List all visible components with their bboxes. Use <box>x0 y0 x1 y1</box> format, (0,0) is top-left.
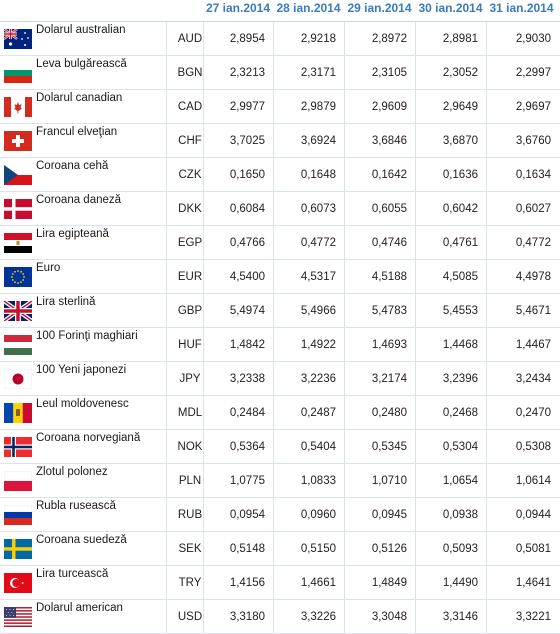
column-divider <box>415 600 416 633</box>
rate-value: 0,6027 <box>515 203 551 215</box>
rate-value: 0,1650 <box>229 169 265 181</box>
column-divider <box>273 498 274 531</box>
column-divider <box>415 566 416 599</box>
currency-code: DKK <box>178 203 202 215</box>
column-divider <box>273 124 274 157</box>
rate-value: 1,4661 <box>300 577 336 589</box>
rate-value: 0,2480 <box>371 407 407 419</box>
column-divider <box>273 328 274 361</box>
rate-value: 1,0654 <box>442 475 478 487</box>
currency-code: NOK <box>177 441 203 453</box>
currency-code: EUR <box>177 271 203 283</box>
currency-name: Euro <box>36 262 61 274</box>
rate-value: 0,5126 <box>371 543 407 555</box>
rate-value: 0,4772 <box>515 237 551 249</box>
column-divider <box>344 294 345 327</box>
rate-value: 3,6924 <box>300 135 336 147</box>
currency-name: Dolarul australian <box>36 24 126 36</box>
currency-code: HUF <box>178 339 202 351</box>
date-header[interactable]: 31 ian.2014 <box>489 1 554 15</box>
currency-name: Dolarul american <box>36 602 123 614</box>
rate-value: 4,5400 <box>229 271 265 283</box>
table-row <box>0 260 560 294</box>
currency-name: Lira sterlină <box>36 296 96 308</box>
rate-value: 3,2338 <box>229 373 265 385</box>
table-row <box>0 396 560 430</box>
table-row <box>0 226 560 260</box>
column-divider <box>273 294 274 327</box>
rate-value: 5,4966 <box>300 305 336 317</box>
rate-value: 2,3171 <box>300 67 336 79</box>
rate-value: 2,8954 <box>229 33 265 45</box>
rate-value: 0,5148 <box>229 543 265 555</box>
currency-code: GBP <box>177 305 203 317</box>
rate-value: 0,4766 <box>229 237 265 249</box>
table-row <box>0 362 560 396</box>
column-divider <box>166 600 167 633</box>
currency-name: Leul moldovenesc <box>36 398 129 410</box>
currency-name: Dolarul canadian <box>36 92 123 104</box>
rate-value: 1,4468 <box>442 339 478 351</box>
column-divider <box>486 192 487 225</box>
poland-flag <box>4 471 32 491</box>
column-divider <box>166 430 167 463</box>
currency-code: EGP <box>177 237 203 249</box>
column-divider <box>273 532 274 565</box>
table-row <box>0 600 560 634</box>
australia-flag <box>4 29 32 49</box>
column-divider <box>486 22 487 55</box>
rate-value: 2,3052 <box>442 67 478 79</box>
rate-value: 0,5308 <box>515 441 551 453</box>
rate-value: 2,8972 <box>371 33 407 45</box>
column-divider <box>344 430 345 463</box>
column-divider <box>415 56 416 89</box>
currency-name: Zlotul polonez <box>36 466 108 478</box>
column-divider <box>486 90 487 123</box>
currency-code: MDL <box>177 407 203 419</box>
column-divider <box>415 226 416 259</box>
currency-code: TRY <box>178 577 202 589</box>
rate-value: 0,4761 <box>442 237 478 249</box>
rate-value: 4,5085 <box>442 271 478 283</box>
table-row <box>0 56 560 90</box>
column-divider <box>273 56 274 89</box>
column-divider <box>415 158 416 191</box>
rate-value: 2,2997 <box>515 67 551 79</box>
rate-value: 0,5304 <box>442 441 478 453</box>
column-divider <box>415 294 416 327</box>
table-row <box>0 498 560 532</box>
table-row <box>0 566 560 600</box>
column-divider <box>486 124 487 157</box>
currency-name: Coroana norvegiană <box>36 432 141 444</box>
column-divider <box>166 124 167 157</box>
currency-code: RUB <box>177 509 203 521</box>
column-divider <box>273 22 274 55</box>
column-divider <box>486 566 487 599</box>
table-row <box>0 124 560 158</box>
currency-name: Coroana suedeză <box>36 534 127 546</box>
column-divider <box>273 566 274 599</box>
rate-value: 2,9030 <box>515 33 551 45</box>
column-divider <box>166 328 167 361</box>
rate-value: 2,9697 <box>515 101 551 113</box>
table-header <box>0 0 560 22</box>
rate-value: 2,3213 <box>229 67 265 79</box>
rate-value: 2,3105 <box>371 67 407 79</box>
rate-value: 3,2434 <box>515 373 551 385</box>
column-divider <box>344 600 345 633</box>
column-divider <box>486 532 487 565</box>
column-divider <box>415 362 416 395</box>
currency-name: 100 Forinţi maghiari <box>36 330 138 342</box>
column-divider <box>166 56 167 89</box>
table-row <box>0 430 560 464</box>
column-divider <box>415 498 416 531</box>
rate-value: 3,6870 <box>442 135 478 147</box>
column-divider <box>486 362 487 395</box>
column-divider <box>344 498 345 531</box>
column-divider <box>273 90 274 123</box>
currency-name: 100 Yeni japonezi <box>36 364 127 376</box>
rate-value: 1,4467 <box>515 339 551 351</box>
eu-flag <box>4 267 32 287</box>
column-divider <box>415 192 416 225</box>
rate-value: 5,4783 <box>371 305 407 317</box>
table-row <box>0 328 560 362</box>
currency-code: AUD <box>177 33 203 45</box>
rate-value: 2,9218 <box>300 33 336 45</box>
rate-value: 1,4922 <box>300 339 336 351</box>
rate-value: 1,4490 <box>442 577 478 589</box>
rate-value: 0,2484 <box>229 407 265 419</box>
rate-value: 3,2174 <box>371 373 407 385</box>
rate-value: 0,2468 <box>442 407 478 419</box>
table-row <box>0 532 560 566</box>
column-divider <box>486 464 487 497</box>
date-header[interactable]: 27 ian.2014 <box>205 1 271 15</box>
rate-value: 3,3180 <box>229 611 265 623</box>
rate-value: 2,9649 <box>442 101 478 113</box>
column-divider <box>273 226 274 259</box>
column-divider <box>344 192 345 225</box>
table-row <box>0 158 560 192</box>
date-header[interactable]: 29 ian.2014 <box>347 1 412 15</box>
moldova-flag <box>4 403 32 423</box>
column-divider <box>344 566 345 599</box>
column-divider <box>344 396 345 429</box>
column-divider <box>166 396 167 429</box>
column-divider <box>344 260 345 293</box>
japan-flag <box>4 369 32 389</box>
currency-name: Francul elveţian <box>36 126 118 138</box>
rate-value: 0,5364 <box>229 441 265 453</box>
column-divider <box>166 226 167 259</box>
currency-name: Coroana daneză <box>36 194 122 206</box>
column-divider <box>344 158 345 191</box>
currency-code: JPY <box>179 373 201 385</box>
column-divider <box>415 328 416 361</box>
rate-value: 0,0944 <box>515 509 551 521</box>
table-row <box>0 90 560 124</box>
column-divider <box>344 124 345 157</box>
rate-value: 0,6042 <box>442 203 478 215</box>
uk-flag <box>4 301 32 321</box>
column-divider <box>415 90 416 123</box>
rate-value: 1,4641 <box>515 577 551 589</box>
column-divider <box>486 328 487 361</box>
rate-value: 0,5081 <box>515 543 551 555</box>
denmark-flag <box>4 199 32 219</box>
column-divider <box>166 362 167 395</box>
column-divider <box>166 464 167 497</box>
czech-flag <box>4 165 32 185</box>
currency-name: Lira turcească <box>36 568 109 580</box>
rate-value: 3,3146 <box>442 611 478 623</box>
rate-value: 3,3226 <box>300 611 336 623</box>
rate-value: 3,6760 <box>515 135 551 147</box>
column-divider <box>415 396 416 429</box>
column-divider <box>344 328 345 361</box>
currency-code: USD <box>177 611 203 623</box>
column-divider <box>273 362 274 395</box>
rate-value: 0,6084 <box>229 203 265 215</box>
rate-value: 2,9977 <box>229 101 265 113</box>
rate-value: 0,4746 <box>371 237 407 249</box>
rate-value: 3,7025 <box>229 135 265 147</box>
turkey-flag <box>4 573 32 593</box>
switzerland-flag <box>4 131 32 151</box>
column-divider <box>486 498 487 531</box>
column-divider <box>486 294 487 327</box>
column-divider <box>166 192 167 225</box>
column-divider <box>415 464 416 497</box>
rate-value: 0,6073 <box>300 203 336 215</box>
table-row <box>0 22 560 56</box>
column-divider <box>486 260 487 293</box>
rate-value: 1,0710 <box>371 475 407 487</box>
rate-value: 0,1648 <box>300 169 336 181</box>
column-divider <box>273 260 274 293</box>
russia-flag <box>4 505 32 525</box>
sweden-flag <box>4 539 32 559</box>
rate-value: 0,6055 <box>371 203 407 215</box>
table-row <box>0 464 560 498</box>
column-divider <box>166 532 167 565</box>
hungary-flag <box>4 335 32 355</box>
column-divider <box>415 532 416 565</box>
column-divider <box>486 396 487 429</box>
rate-value: 3,6846 <box>371 135 407 147</box>
column-divider <box>273 192 274 225</box>
column-divider <box>166 22 167 55</box>
rate-value: 1,0614 <box>515 475 551 487</box>
rate-value: 0,0938 <box>442 509 478 521</box>
table-row <box>0 294 560 328</box>
rate-value: 1,4693 <box>371 339 407 351</box>
rate-value: 2,9879 <box>300 101 336 113</box>
rate-value: 5,4553 <box>442 305 478 317</box>
usa-flag <box>4 607 32 627</box>
column-divider <box>273 158 274 191</box>
rate-value: 0,1642 <box>371 169 407 181</box>
column-divider <box>415 260 416 293</box>
currency-code: SEK <box>178 543 202 555</box>
column-divider <box>166 566 167 599</box>
canada-flag <box>4 97 32 117</box>
rate-value: 5,4671 <box>515 305 551 317</box>
currency-name: Coroana cehă <box>36 160 109 172</box>
column-divider <box>273 600 274 633</box>
rate-value: 5,4974 <box>229 305 265 317</box>
column-divider <box>486 600 487 633</box>
column-divider <box>166 294 167 327</box>
rate-value: 0,2470 <box>515 407 551 419</box>
rate-value: 4,5317 <box>300 271 336 283</box>
column-divider <box>344 532 345 565</box>
rate-value: 3,2396 <box>442 373 478 385</box>
rate-value: 0,1634 <box>515 169 551 181</box>
column-divider <box>486 56 487 89</box>
column-divider <box>273 396 274 429</box>
rate-value: 0,5150 <box>300 543 336 555</box>
rate-value: 1,4842 <box>229 339 265 351</box>
rate-value: 0,5345 <box>371 441 407 453</box>
date-header[interactable]: 28 ian.2014 <box>276 1 341 15</box>
norway-flag <box>4 437 32 457</box>
rate-value: 4,5188 <box>371 271 407 283</box>
rate-value: 0,1636 <box>442 169 478 181</box>
egypt-flag <box>4 233 32 253</box>
currency-name: Lira egipteană <box>36 228 109 240</box>
column-divider <box>166 90 167 123</box>
column-divider <box>486 430 487 463</box>
column-divider <box>344 90 345 123</box>
column-divider <box>415 124 416 157</box>
currency-name: Rubla rusească <box>36 500 116 512</box>
column-divider <box>486 226 487 259</box>
rate-value: 1,0833 <box>300 475 336 487</box>
column-divider <box>166 498 167 531</box>
column-divider <box>344 56 345 89</box>
rate-value: 4,4978 <box>515 271 551 283</box>
rate-value: 1,4156 <box>229 577 265 589</box>
column-divider <box>415 430 416 463</box>
rate-value: 2,8981 <box>442 33 478 45</box>
rate-value: 2,9609 <box>371 101 407 113</box>
rate-value: 0,0960 <box>300 509 336 521</box>
currency-code: CAD <box>177 101 203 113</box>
rate-value: 0,0954 <box>229 509 265 521</box>
rate-value: 1,4849 <box>371 577 407 589</box>
column-divider <box>415 22 416 55</box>
rate-value: 0,0945 <box>371 509 407 521</box>
currency-code: CZK <box>178 169 202 181</box>
rate-value: 0,5093 <box>442 543 478 555</box>
rate-value: 0,5404 <box>300 441 336 453</box>
currency-code: CHF <box>178 135 202 147</box>
column-divider <box>273 464 274 497</box>
table-row <box>0 192 560 226</box>
rate-value: 0,2487 <box>300 407 336 419</box>
column-divider <box>344 464 345 497</box>
currency-code: BGN <box>177 67 203 79</box>
rate-value: 1,0775 <box>229 475 265 487</box>
date-header[interactable]: 30 ian.2014 <box>418 1 483 15</box>
rate-value: 3,3048 <box>371 611 407 623</box>
column-divider <box>344 226 345 259</box>
rate-value: 3,2236 <box>300 373 336 385</box>
rate-value: 0,4772 <box>300 237 336 249</box>
column-divider <box>166 158 167 191</box>
column-divider <box>166 260 167 293</box>
rate-value: 3,3221 <box>515 611 551 623</box>
column-divider <box>486 158 487 191</box>
column-divider <box>273 430 274 463</box>
bulgaria-flag <box>4 63 32 83</box>
currency-name: Leva bulgărească <box>36 58 127 70</box>
column-divider <box>344 362 345 395</box>
currency-code: PLN <box>178 475 202 487</box>
column-divider <box>344 22 345 55</box>
